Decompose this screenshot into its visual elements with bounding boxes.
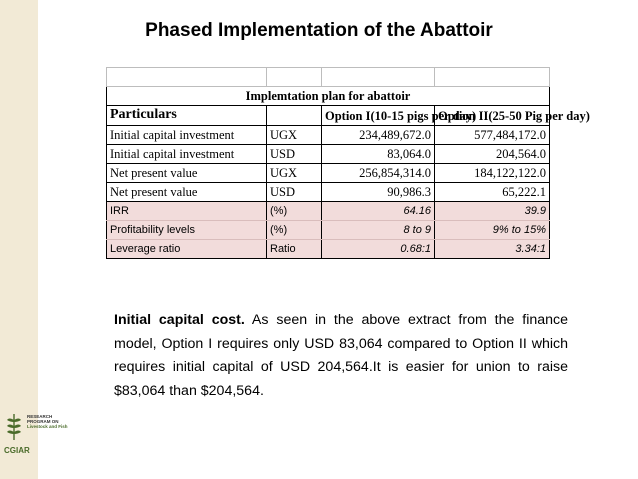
program-label: RESEARCH PROGRAM ON Livestock and Fish <box>27 414 68 429</box>
table-row <box>107 164 550 183</box>
header-option2: Option II(25-50 Pig per day) <box>435 106 550 126</box>
row-label: Profitability levels <box>107 221 267 240</box>
row-label: Net present value <box>107 183 267 202</box>
row-unit: Ratio <box>267 240 322 259</box>
row-option2: 65,222.1 <box>435 183 550 202</box>
brand-text: CGIAR <box>4 446 30 455</box>
row-option2: 39.9 <box>435 202 550 221</box>
row-option2: 204,564.0 <box>435 145 550 164</box>
header-unit <box>267 106 322 126</box>
row-option1: 0.68:1 <box>322 240 435 259</box>
row-option2: 9% to 15% <box>435 221 550 240</box>
row-unit: UGX <box>267 164 322 183</box>
page-title: Phased Implementation of the Abattoir <box>145 20 493 41</box>
table-header-row <box>107 106 550 126</box>
row-option1: 64.16 <box>322 202 435 221</box>
cgiar-logo <box>3 408 73 458</box>
row-option1: 8 to 9 <box>322 221 435 240</box>
body-paragraph <box>114 309 568 403</box>
paragraph-text: As seen in the above extract from the finance model, Option I requires only USD 83,064 compared to Option II which requires initial capital of USD 204,564.It is easier for union to raise $83,064 than $204,564. <box>114 312 568 399</box>
row-option1: 83,064.0 <box>322 145 435 164</box>
row-option1: 90,986.3 <box>322 183 435 202</box>
header-option1: Option I(10-15 pigs per day) <box>322 106 435 126</box>
wheat-icon <box>5 412 23 442</box>
highlight-row-profitability <box>107 221 550 240</box>
table-row <box>107 183 550 202</box>
header-particulars: Particulars <box>107 106 267 126</box>
row-unit: UGX <box>267 126 322 145</box>
row-label: Initial capital investment <box>107 145 267 164</box>
row-unit: (%) <box>267 221 322 240</box>
row-option1: 234,489,672.0 <box>322 126 435 145</box>
row-option2: 3.34:1 <box>435 240 550 259</box>
row-option2: 184,122,122.0 <box>435 164 550 183</box>
row-label: Leverage ratio <box>107 240 267 259</box>
implementation-table <box>106 67 590 259</box>
table-caption: Implemtation plan for abattoir <box>107 87 550 106</box>
highlight-row-irr <box>107 202 550 221</box>
row-label: Net present value <box>107 164 267 183</box>
row-option1: 256,854,314.0 <box>322 164 435 183</box>
highlight-row-leverage <box>107 240 550 259</box>
row-label: IRR <box>107 202 267 221</box>
table-row <box>107 145 550 164</box>
table-spacer-row <box>107 68 550 87</box>
row-option2: 577,484,172.0 <box>435 126 550 145</box>
paragraph-lead: Initial capital cost. <box>114 312 245 328</box>
row-unit: (%) <box>267 202 322 221</box>
row-label: Initial capital investment <box>107 126 267 145</box>
table-row <box>107 126 550 145</box>
row-unit: USD <box>267 183 322 202</box>
table-caption-row <box>107 87 550 106</box>
row-unit: USD <box>267 145 322 164</box>
